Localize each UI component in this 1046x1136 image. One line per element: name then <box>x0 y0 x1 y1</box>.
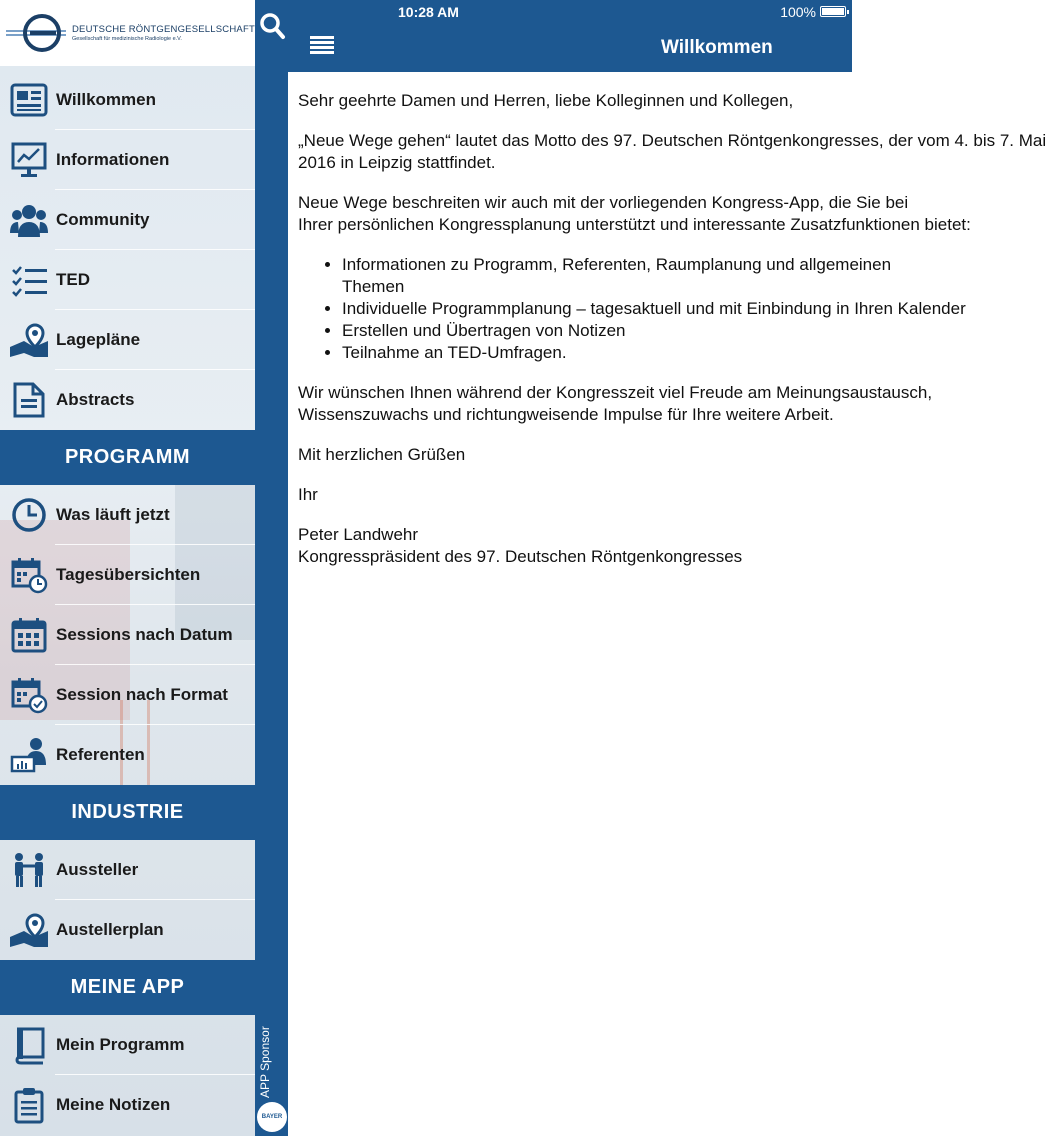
document-icon <box>9 380 49 420</box>
clipboard-icon <box>9 1085 49 1125</box>
signature <box>298 524 998 568</box>
calendar-grid-icon <box>9 615 49 655</box>
paragraph <box>298 382 998 426</box>
side-strip <box>255 0 288 1136</box>
map-pin-icon <box>9 910 49 950</box>
sidebar <box>0 0 255 1136</box>
map-pin-icon <box>9 320 49 360</box>
sidebar-item-label: Session nach Format <box>56 685 228 704</box>
logo-icon <box>6 13 66 53</box>
app-sponsor-label <box>255 1026 288 1102</box>
clock-icon <box>9 495 49 535</box>
sidebar-item-ted[interactable] <box>0 250 255 310</box>
users-icon <box>9 200 49 240</box>
sidebar-item-meine-notizen[interactable] <box>0 1075 255 1135</box>
paragraph-line: Wissenszuwachs und richtungweisende Impulse für Ihre weitere Arbeit. <box>298 405 834 424</box>
sidebar-item-referenten[interactable] <box>0 725 255 785</box>
signer-name: Peter Landwehr <box>298 525 419 544</box>
search-icon <box>259 12 285 40</box>
sidebar-item-lageplaene[interactable] <box>0 310 255 370</box>
section-header-meine-app: MEINE APP <box>0 960 255 1015</box>
sidebar-item-label: Lagepläne <box>56 330 141 349</box>
status-time: 10:28 AM <box>398 4 459 20</box>
logo-title: DEUTSCHE RÖNTGENGESELLSCHAFT <box>72 24 255 35</box>
signer-title: Kongresspräsident des 97. Deutschen Röntgenkongresses <box>298 547 743 566</box>
battery-percentage: 100% <box>780 4 816 20</box>
sidebar-item-label: Aussteller <box>56 860 139 879</box>
presentation-chart-icon <box>9 140 49 180</box>
list-item-text: Erstellen und Übertragen von Notizen <box>342 321 626 340</box>
sidebar-item-label: Tagesübersichten <box>56 565 201 584</box>
sidebar-item-label: Referenten <box>56 745 145 764</box>
main-content <box>288 0 1046 1136</box>
sidebar-item-session-nach-format[interactable] <box>0 665 255 725</box>
sidebar-item-label: Was läuft jetzt <box>56 505 170 524</box>
paragraph-line: Neue Wege beschreiten wir auch mit der vorliegenden Kongress-App, die Sie bei <box>298 193 909 212</box>
app-sponsor-text: APP Sponsor <box>258 1026 272 1098</box>
paragraph-line: 2016 in Leipzig stattfindet. <box>298 153 496 172</box>
sidebar-item-label: Community <box>56 210 150 229</box>
greeting: Sehr geehrte Damen und Herren, liebe Kolleginnen und Kollegen, <box>298 91 794 110</box>
sidebar-item-sessions-nach-datum[interactable] <box>0 605 255 665</box>
sidebar-item-community[interactable] <box>0 190 255 250</box>
checklist-icon <box>9 260 49 300</box>
section-header-programm: PROGRAMM <box>0 430 255 485</box>
ihr: Ihr <box>298 485 318 504</box>
sidebar-item-label: Abstracts <box>56 390 135 409</box>
sidebar-item-label: Meine Notizen <box>56 1095 171 1114</box>
calendar-check-icon <box>9 675 49 715</box>
welcome-text <box>298 90 1046 586</box>
sidebar-item-was-laeuft-jetzt[interactable] <box>0 485 255 545</box>
sponsor-logo[interactable] <box>257 1102 287 1132</box>
sidebar-item-tagesuebersichten[interactable] <box>0 545 255 605</box>
paragraph <box>298 130 1046 174</box>
section-header-industrie: INDUSTRIE <box>0 785 255 840</box>
book-icon <box>9 1025 49 1065</box>
logo-subtitle: Gesellschaft für medizinische Radiologie e.V. <box>72 36 182 42</box>
sidebar-item-willkommen[interactable] <box>0 70 255 130</box>
newspaper-icon <box>9 80 49 120</box>
sidebar-item-label: TED <box>56 270 90 289</box>
paragraph-line: Wir wünschen Ihnen während der Kongresszeit viel Freude am Meinungsaustausch, <box>298 383 933 402</box>
paragraph-line: „Neue Wege gehen“ lautet das Motto des 97. Deutschen Röntgenkongresses, der vom 4. bis 7. Mai <box>298 131 1046 150</box>
paragraph <box>298 192 998 236</box>
list-item-text: Themen <box>342 277 405 296</box>
paragraph-line: Ihrer persönlichen Kongressplanung unterstützt und interessante Zusatzfunktionen bietet: <box>298 215 971 234</box>
list-item <box>342 342 998 364</box>
sidebar-item-abstracts[interactable] <box>0 370 255 430</box>
page-title: Willkommen <box>661 37 773 58</box>
sidebar-item-aussteller[interactable] <box>0 840 255 900</box>
closing: Mit herzlichen Grüßen <box>298 445 466 464</box>
menu-icon[interactable] <box>310 36 334 56</box>
sidebar-item-label: Informationen <box>56 150 170 169</box>
sidebar-item-label: Sessions nach Datum <box>56 625 233 644</box>
top-bar <box>288 0 852 72</box>
list-item <box>342 298 998 320</box>
calendar-clock-icon <box>9 555 49 595</box>
sponsor-logo-text: BAYER <box>261 1114 283 1120</box>
sidebar-item-label: Willkommen <box>56 90 156 109</box>
list-item <box>342 254 998 298</box>
logo <box>0 0 255 66</box>
battery-icon <box>820 6 846 17</box>
list-item-text: • Informationen zu Programm, Referenten, Raumplanung und allgemeinen <box>342 255 892 274</box>
search-button[interactable] <box>255 12 288 44</box>
sidebar-item-informationen[interactable] <box>0 130 255 190</box>
list-item-text: Teilnahme an TED-Umfragen. <box>342 343 567 362</box>
sidebar-item-label: Mein Programm <box>56 1035 185 1054</box>
list-item-text: Individuelle Programmplanung – tagesaktuell und mit Einbindung in Ihren Kalender <box>342 299 966 318</box>
feature-list <box>342 254 998 364</box>
sidebar-item-mein-programm[interactable] <box>0 1015 255 1075</box>
sidebar-item-austellerplan[interactable] <box>0 900 255 960</box>
list-item <box>342 320 998 342</box>
handshake-icon <box>9 850 49 890</box>
sidebar-item-label: Austellerplan <box>56 920 164 939</box>
speaker-icon <box>9 735 49 775</box>
